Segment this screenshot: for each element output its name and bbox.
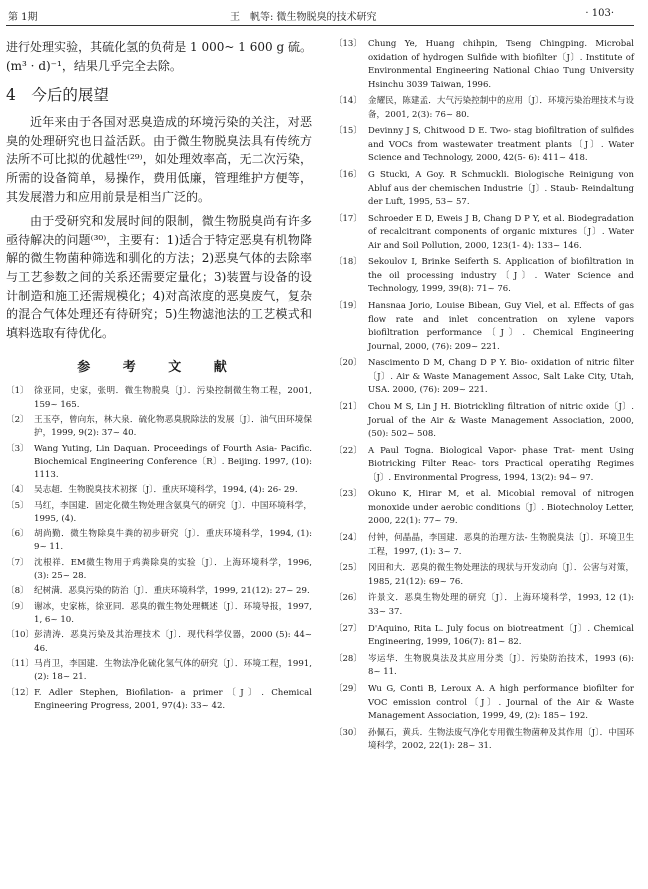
reference-item [6, 601, 312, 627]
reference-text: 徐亚同，史家，张明．微生物脱臭〔J〕．污染控制微生物工程，2001, 159~ 165. [34, 386, 312, 410]
running-title: 王 帆等: 微生物脱臭的技术研究 [230, 12, 377, 23]
references-list-right [334, 38, 634, 754]
reference-text: Chung Ye, Huang chihpin, Tseng Chingping. Microbal oxidation of hydrogen Sulfide with biofilter〔J〕. Institute of Environmental Engineering National Chiao Tung University Hsinchu 3039 Taiwan, 1996. [368, 39, 634, 90]
reference-item [6, 385, 312, 411]
reference-text: Chou M S, Lin J H. Biotrickling filtration of nitric oxide〔J〕. Jorual of the Air & Waste Management Association, 2000, (50): 502~ 508. [368, 402, 634, 439]
reference-number: 〔26〕 [334, 593, 362, 604]
reference-item [334, 95, 634, 122]
reference-text: Schroeder E D, Eweis J B, Chang D P Y, et al. Biodegradation of recalcitrant components of organic mixtures〔J〕. Water Air and Soil Pollution, 2000, 123(1- 4): 133~ 146. [368, 213, 634, 251]
reference-number: 〔8〕 [6, 586, 29, 597]
reference-number: 〔7〕 [6, 557, 29, 568]
reference-item [334, 169, 634, 210]
reference-text: Wu G, Conti B, Leroux A. A high performance biofilter for VOC emission control〔J〕. Journal of the Air & Waste Management Association, 1999, 49, (2): 185~ 192. [368, 684, 634, 721]
reference-item [6, 528, 312, 554]
reference-text: 吴志超．生物脱臭技术初探〔J〕．重庆环境科学，1994, (4): 26- 29. [34, 485, 298, 496]
reference-text: A Paul Togna. Biological Vapor- phase Trat- ment Using Biotricking Filter Reac- tors Practical operatihg Regimes〔J〕. Environmental Progress, 1994, 13(2): 94~ 97. [368, 445, 634, 483]
reference-text: F. Adler Stephen, Biofilation- a primer〔J〕. Chemical Engineering Progress, 2001, 97(4): 33~ 42. [34, 687, 312, 711]
reference-number: 〔22〕 [334, 445, 362, 456]
reference-text: 沈根祥．EM微生物用于鸡粪除臭的实验〔J〕．上海环境科学，1996, (3): 25~ 28. [34, 557, 312, 582]
reference-text: 付钟，何晶晶，李国建．恶臭的治理方法- 生物脱臭法〔J〕．环境卫生工程，1997, (1): 3~ 7. [368, 533, 634, 557]
page-header [0, 0, 648, 32]
reference-number: 〔11〕 [6, 659, 35, 670]
reference-number: 〔4〕 [6, 485, 29, 496]
reference-text: 谢冰，史家栋，徐亚同．恶臭的微生物处理概述〔J〕．环境导报，1997, 1, 6~ 10. [34, 601, 312, 626]
reference-number: 〔9〕 [6, 601, 29, 612]
reference-item [6, 414, 312, 440]
reference-number: 〔1〕 [6, 386, 29, 397]
references-list-left [6, 385, 312, 713]
intro-paragraph: 进行处理实验，其硫化氢的负荷是 1 000~ 1 600 g 硫。(m³ · d)⁻¹，结果几乎完全去除。 [6, 40, 312, 73]
reference-text: 王玉亭，曾向东，林大泉．硫化物恶臭脱除法的发展〔J〕．油气田环境保护，1999, 9(2): 37~ 40. [34, 414, 312, 439]
reference-number: 〔2〕 [6, 414, 29, 425]
reference-number: 〔6〕 [6, 529, 29, 540]
body-paragraph-1: 近年来由于各国对恶臭造成的环境污染的关注，对恶臭的处理研究也日益活跃。由于微生物脱臭法具有传统方法所不可比拟的优越性⁽²⁹⁾，如处理效率高，无二次污染，所需的设备简单，易操作，费用低廉，管理维护方便等，其发展潜力和应用前景是相当广泛的。 [6, 115, 312, 204]
reference-item [334, 592, 634, 619]
reference-text: 马肖卫，李国建．生物法净化硫化氢气体的研究〔J〕．环境工程，1991, (2): 18~ 21. [34, 659, 312, 683]
reference-item [334, 300, 634, 354]
reference-text: Okuno K, Hirar M, et al. Micobial removal of nitrogen monoxide under aerobic conditions〔J〕. Biotechnoloy Letter, 2000, 22(1): 77~ 79. [368, 489, 634, 527]
reference-text: Nascimento D M, Chang D P Y. Bio- oxidation of nitric filter〔J〕. Air & Waste Management Assoc, Salt Lake City, Utah, USA. 2000, (76): 209~ 221. [368, 358, 634, 396]
issue-label: 第 1期 [8, 12, 38, 23]
reference-text: 纪树满．恶臭污染的防治〔J〕．重庆环境科学，1999, 21(12): 27~ 29. [34, 586, 310, 597]
reference-text: 许景文．恶臭生物处理的研究〔J〕．上海环境科学，1993, 12 (1): 33~ 37. [368, 593, 634, 617]
reference-item [334, 401, 634, 442]
reference-item [6, 443, 312, 483]
reference-item [334, 488, 634, 529]
reference-item [334, 653, 634, 680]
reference-number: 〔19〕 [334, 301, 362, 312]
left-column [6, 38, 312, 715]
reference-text: Devinny J S, Chitwood D E. Two- stag biofiltration of sulfides and VOCs from wastewater treatment plants〔J〕. Water Science and Technology, 2000, 42(5- 6): 411~ 418. [368, 126, 634, 164]
reference-item [334, 562, 634, 589]
reference-text: 孙佩石，黄兵．生物法废气净化专用微生物菌种及其作用〔J〕．中国环境科学，2002, 22(1): 28~ 31. [368, 727, 634, 752]
reference-number: 〔13〕 [334, 39, 362, 49]
reference-number: 〔10〕 [6, 630, 35, 641]
reference-item [334, 623, 634, 650]
reference-number: 〔29〕 [334, 684, 362, 694]
reference-number: 〔25〕 [334, 563, 362, 574]
reference-text: Wang Yuting, Lin Daquan. Proceedings of Fourth Asia- Pacific. Biochemical Engineering Conference〔R〕. Beijing. 1997, (10): 1113. [34, 443, 312, 480]
reference-item [334, 727, 634, 754]
reference-text: 金耀民，陈建孟．大气污染控制中的应用〔J〕．环境污染治理技术与设备，2001, 2(3): 76~ 80. [368, 96, 634, 120]
reference-number: 〔17〕 [334, 213, 362, 224]
reference-item [334, 125, 634, 166]
reference-item [6, 484, 312, 497]
reference-number: 〔5〕 [6, 500, 29, 511]
reference-item [6, 500, 312, 526]
reference-text: 冈田和大．恶臭的微生物处理法的现状与开发动向〔J〕．公害与对策，1985, 21(12): 69~ 76. [368, 563, 634, 587]
references-title: 参 考 文 献 [77, 360, 241, 376]
reference-number: 〔21〕 [334, 402, 362, 412]
reference-item [6, 658, 312, 684]
reference-number: 〔23〕 [334, 489, 362, 500]
reference-text: 马红，李国建．固定化微生物处理含氨臭气的研究〔J〕．中国环境科学，1995, (4). [34, 500, 312, 524]
reference-item [6, 585, 312, 598]
reference-text: D'Aquino, Rita L. July focus on biotreatment〔J〕. Chemical Engineering, 1999, 106(7): 81~ 82. [368, 623, 634, 648]
reference-number: 〔3〕 [6, 443, 29, 454]
reference-number: 〔30〕 [334, 727, 362, 738]
right-column [334, 38, 634, 757]
header-rule [6, 25, 634, 26]
reference-text: Hansnaa Jorio, Louise Bibean, Guy Viel, et al. Effects of gas flow rate and inlet concentration on xylene vapors biofiltration performance〔J〕. Chemical Engineering Journal, 2000, (76): 209~ 221. [368, 301, 634, 352]
reference-text: 岑运华．生物脱臭法及其应用分类〔J〕．污染防治技术，1993 (6): 8~ 11. [368, 653, 634, 678]
reference-item [334, 683, 634, 724]
reference-number: 〔12〕 [6, 687, 35, 698]
section-heading: 4 今后的展望 [6, 86, 109, 105]
reference-item [334, 213, 634, 254]
page-number: · 103· [585, 8, 614, 19]
reference-number: 〔14〕 [334, 96, 362, 107]
reference-number: 〔15〕 [334, 126, 362, 137]
reference-number: 〔28〕 [334, 653, 362, 664]
reference-number: 〔20〕 [334, 358, 362, 369]
reference-item [6, 629, 312, 655]
body-paragraph-2: 由于受研究和发展时间的限制，微生物脱臭尚有许多亟待解决的问题⁽³⁰⁾，主要有：1)适合于特定恶臭有机物降解的微生物菌种筛选和驯化的方法；2)恶臭气体的去除率与工艺参数之间的关系还需要定量化；3)装置与设备的设计制造和施工还需规模化；4)对高浓度的恶臭废气，复杂的混合气体处理还有待研究；5)生物滤池法的工艺模式和填料选取有待优化。 [6, 214, 312, 340]
reference-text: G Stucki, A Goy. R Schmuckli. Biologische Reinigung von Abluf aus der chemischen Industrie〔J〕. Staub- Reindaltung der Luft, 1995, 53~ 57. [368, 170, 634, 208]
reference-number: 〔27〕 [334, 623, 362, 634]
reference-item [334, 445, 634, 486]
reference-text: 胡尚勤．微生物除臭牛粪的初步研究〔J〕．重庆环境科学，1994, (1): 9~ 11. [34, 529, 312, 553]
reference-number: 〔16〕 [334, 170, 362, 181]
reference-text: 彭清涛．恶臭污染及其治理技术〔J〕．现代科学仪器，2000 (5): 44~ 46. [34, 630, 312, 654]
reference-item [334, 256, 634, 297]
reference-item [6, 687, 312, 713]
reference-item [334, 357, 634, 398]
reference-number: 〔24〕 [334, 533, 362, 544]
reference-item [334, 38, 634, 92]
reference-item [6, 557, 312, 583]
reference-text: Sekoulov I, Brinke Seiferth S. Application of biofiltration in the oil processing industry〔J〕. Water Science and Technology, 1999, 39(8): 71~ 76. [368, 257, 634, 295]
reference-number: 〔18〕 [334, 257, 362, 268]
reference-item [334, 532, 634, 559]
